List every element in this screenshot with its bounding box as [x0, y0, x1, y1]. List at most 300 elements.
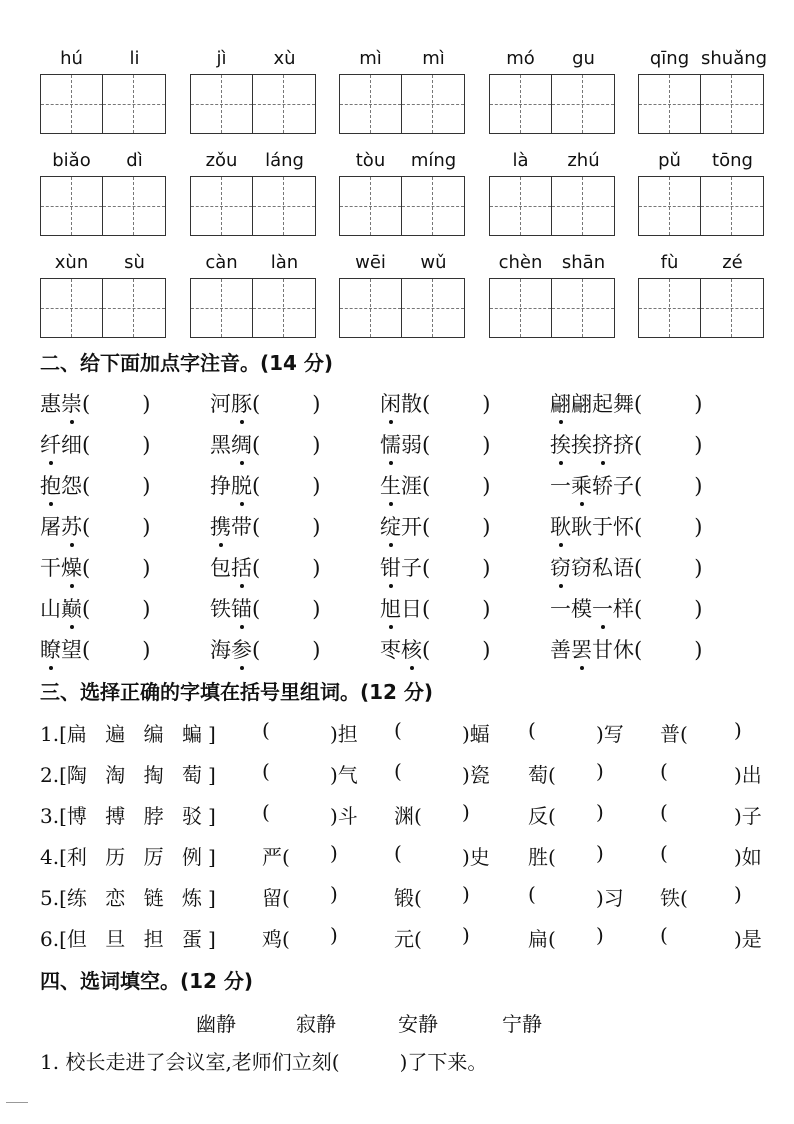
word-char: 包: [210, 556, 231, 580]
word: [210, 388, 252, 418]
tian-zi-cell[interactable]: [552, 279, 614, 337]
paren-close: ): [694, 515, 703, 539]
phonetic-item: [40, 552, 150, 582]
paren-close: ): [482, 433, 491, 457]
guide-line: [103, 104, 165, 105]
word-char: 窃: [571, 556, 592, 580]
option-chars: 陶 淘 掏 萄: [66, 763, 208, 787]
tian-zi-cell[interactable]: [253, 177, 315, 235]
phonetic-row: [40, 470, 780, 508]
fill-slot[interactable]: ): [596, 923, 604, 947]
paren-open: (: [422, 515, 431, 539]
guide-line: [133, 75, 134, 133]
word-bank-item: 寂静: [296, 1012, 336, 1036]
phonetic-item: [210, 552, 320, 582]
pinyin-label: [638, 46, 768, 72]
fill-slot[interactable]: )子: [734, 804, 762, 828]
guide-line: [283, 177, 284, 235]
guide-line: [669, 75, 670, 133]
tian-zi-cell[interactable]: [552, 75, 614, 133]
guide-line: [221, 177, 222, 235]
fill-slot[interactable]: 鸡(: [262, 927, 290, 951]
pinyin-syllable: mì: [422, 48, 445, 69]
bracket: ]: [207, 722, 216, 746]
bracket: ]: [207, 886, 216, 910]
bracket: [: [59, 804, 67, 828]
fill-slot[interactable]: 渊(: [394, 804, 422, 828]
paren-close: ): [694, 474, 703, 498]
fill-slot[interactable]: )如: [734, 845, 762, 869]
phonetic-item: [550, 388, 702, 418]
section-3-title: 三、选择正确的字填在括号里组词。(12 分): [40, 680, 434, 704]
pinyin-syllable: zhú: [567, 150, 600, 171]
guide-line: [669, 177, 670, 235]
paren-open: (: [82, 392, 91, 416]
writing-box: [489, 74, 615, 134]
word-char: 闲: [380, 388, 401, 418]
fill-slot[interactable]: )蝠: [462, 722, 490, 746]
paren-open: (: [634, 638, 643, 662]
phonetic-row: [40, 511, 780, 549]
tian-zi-cell[interactable]: [41, 279, 103, 337]
pinyin-label: [489, 148, 615, 174]
fill-slot[interactable]: 萄(: [528, 763, 556, 787]
phonetic-item: [40, 470, 150, 500]
fill-slot[interactable]: (: [394, 841, 402, 865]
tian-zi-cell[interactable]: [41, 177, 103, 235]
idiom: [550, 429, 634, 459]
fill-slot[interactable]: 留(: [262, 886, 290, 910]
fill-slot[interactable]: ): [734, 718, 742, 742]
paren-close: ): [694, 638, 703, 662]
pinyin-syllable: xùn: [54, 252, 89, 273]
paren-open: (: [422, 556, 431, 580]
bracket: [: [59, 722, 67, 746]
paren-close: ): [482, 556, 491, 580]
word-char: 挤: [592, 429, 613, 459]
phonetic-item: [40, 593, 150, 623]
word-char: 休: [613, 638, 634, 662]
pinyin-syllable: mó: [506, 48, 535, 69]
word-char: 枣: [380, 638, 401, 662]
fill-slot[interactable]: 铁(: [660, 886, 688, 910]
fill-slot[interactable]: ): [596, 759, 604, 783]
word-choice-row: [40, 882, 780, 920]
fill-slot[interactable]: (: [262, 759, 270, 783]
word-char: 山: [40, 597, 61, 621]
tian-zi-cell[interactable]: [701, 177, 763, 235]
phonetic-row: [40, 429, 780, 467]
word-char: 绸: [231, 429, 252, 459]
word-char: 绽: [380, 511, 401, 541]
word-choice-row: [40, 800, 780, 838]
pinyin-grid-group: [339, 250, 465, 340]
writing-box: [638, 278, 764, 338]
tian-zi-cell[interactable]: [253, 279, 315, 337]
question-number: 4.: [40, 845, 60, 869]
phonetic-item: [210, 470, 320, 500]
option-chars: 博 搏 脖 驳: [66, 804, 208, 828]
pinyin-syllable: gu: [572, 48, 595, 69]
paren-close: ): [142, 556, 151, 580]
phonetic-item: [40, 388, 150, 418]
phonetic-item: [380, 388, 490, 418]
word-char: 携: [210, 511, 231, 541]
fill-slot[interactable]: (: [660, 841, 668, 865]
guide-line: [582, 279, 583, 337]
word-char: 望: [61, 638, 82, 662]
word-char: 挤: [613, 433, 634, 457]
fill-slot[interactable]: 反(: [528, 804, 556, 828]
word-bank-item: 安静: [398, 1012, 438, 1036]
tian-zi-cell[interactable]: [340, 177, 402, 235]
paren-open: (: [252, 515, 261, 539]
guide-line: [701, 308, 763, 309]
fill-slot[interactable]: ): [330, 841, 338, 865]
writing-box: [638, 74, 764, 134]
writing-box: [40, 278, 166, 338]
tian-zi-cell[interactable]: [701, 75, 763, 133]
tian-zi-cell[interactable]: [552, 177, 614, 235]
phonetic-row: [40, 593, 780, 631]
guide-line: [71, 75, 72, 133]
fill-slot[interactable]: (: [660, 759, 668, 783]
phonetic-row: [40, 552, 780, 590]
question-number: 5.: [40, 886, 60, 910]
paren-close: ): [312, 638, 321, 662]
fill-slot[interactable]: )担: [330, 722, 358, 746]
pinyin-syllable: mì: [359, 48, 382, 69]
paren-close: ): [312, 433, 321, 457]
fill-slot[interactable]: )瓷: [462, 763, 490, 787]
option-chars: 扁 遍 编 蝙: [66, 722, 208, 746]
word-choice-row: [40, 841, 780, 879]
paren-open: (: [252, 392, 261, 416]
idiom: [550, 511, 634, 541]
fill-slot[interactable]: 严(: [262, 845, 290, 869]
writing-box: [489, 278, 615, 338]
word: [210, 511, 252, 541]
pinyin-grid-group: [40, 148, 166, 238]
tian-zi-cell[interactable]: [191, 279, 253, 337]
writing-box: [339, 278, 465, 338]
word-char: 于: [592, 515, 613, 539]
guide-line: [552, 206, 614, 207]
pinyin-label: [190, 46, 316, 72]
pinyin-syllable: qīng: [649, 48, 690, 69]
pinyin-grid-group: [339, 148, 465, 238]
paren-open: (: [252, 597, 261, 621]
guide-line: [520, 177, 521, 235]
choice-options: [40, 841, 216, 870]
word-char: 善: [550, 638, 571, 662]
paren-close: ): [312, 515, 321, 539]
guide-line: [71, 177, 72, 235]
word-char: 懦: [380, 429, 401, 459]
pinyin-syllable: hú: [60, 48, 83, 69]
word-bank-item: 幽静: [196, 1012, 236, 1036]
word-char: 一: [550, 474, 571, 498]
word-char: 窃: [550, 552, 571, 582]
word-char: 子: [613, 474, 634, 498]
pinyin-syllable: shān: [561, 252, 606, 273]
idiom: [550, 552, 634, 582]
fill-slot[interactable]: ): [734, 882, 742, 906]
word: [40, 511, 82, 541]
pinyin-label: [40, 250, 166, 276]
choice-options: [40, 882, 216, 911]
section-4-title: 四、选词填空。(12 分): [40, 969, 254, 993]
word-char: 河: [210, 392, 231, 416]
fill-slot[interactable]: 普(: [660, 722, 688, 746]
word-char: 一: [550, 597, 571, 621]
pinyin-grid-group: [489, 46, 615, 136]
word-char: 翩: [550, 388, 571, 418]
fill-slot[interactable]: 锻(: [394, 886, 422, 910]
word-char: 乘: [571, 470, 592, 500]
fill-slot[interactable]: )是: [734, 927, 762, 951]
guide-line: [552, 104, 614, 105]
fill-slot[interactable]: (: [262, 800, 270, 824]
fill-slot[interactable]: (: [262, 718, 270, 742]
word: [380, 388, 422, 418]
guide-line: [221, 279, 222, 337]
word-char: 翩: [571, 392, 592, 416]
fill-slot[interactable]: ): [596, 841, 604, 865]
paren-open: (: [634, 515, 643, 539]
fill-slot[interactable]: (: [660, 923, 668, 947]
guide-line: [253, 104, 315, 105]
fill-slot[interactable]: )写: [596, 722, 624, 746]
word-char: 挨: [550, 429, 571, 459]
guide-line: [582, 75, 583, 133]
tian-zi-cell[interactable]: [490, 177, 552, 235]
writing-box: [339, 74, 465, 134]
tian-zi-cell[interactable]: [41, 75, 103, 133]
paren-close: ): [694, 433, 703, 457]
paren-open: (: [634, 474, 643, 498]
phonetic-item: [550, 429, 702, 459]
tian-zi-cell[interactable]: [191, 75, 253, 133]
paren-close: ): [142, 597, 151, 621]
phonetic-item: [550, 511, 702, 541]
word-char: 生: [380, 470, 401, 500]
bracket: ]: [207, 927, 216, 951]
guide-line: [283, 279, 284, 337]
word-bank-item: 宁静: [502, 1012, 542, 1036]
fill-slot[interactable]: )气: [330, 763, 358, 787]
word-char: 崇: [61, 388, 82, 418]
guide-line: [71, 279, 72, 337]
pinyin-label: [40, 148, 166, 174]
tian-zi-cell[interactable]: [639, 279, 701, 337]
fill-slot[interactable]: ): [330, 923, 338, 947]
paren-close: ): [312, 556, 321, 580]
pinyin-syllable: zǒu: [205, 150, 238, 171]
guide-line: [370, 177, 371, 235]
phonetic-item: [40, 634, 150, 664]
paren-open: (: [634, 597, 643, 621]
paren-open: (: [82, 515, 91, 539]
paren-open: (: [252, 474, 261, 498]
writing-box: [489, 176, 615, 236]
guide-line: [133, 177, 134, 235]
tian-zi-cell[interactable]: [103, 177, 165, 235]
phonetic-item: [210, 593, 320, 623]
pinyin-label: [190, 148, 316, 174]
pinyin-syllable: wǔ: [420, 252, 447, 273]
word-char: 弱: [401, 433, 422, 457]
phonetic-item: [380, 552, 490, 582]
tian-zi-cell[interactable]: [340, 279, 402, 337]
fill-in-question: 1. 校长走进了会议室,老师们立刻( )了下来。: [40, 1050, 488, 1074]
tian-zi-cell[interactable]: [490, 279, 552, 337]
word: [40, 429, 82, 459]
fill-slot[interactable]: )史: [462, 845, 490, 869]
tian-zi-cell[interactable]: [103, 279, 165, 337]
guide-line: [253, 206, 315, 207]
fill-slot[interactable]: 胜(: [528, 845, 556, 869]
pinyin-syllable: jì: [216, 48, 227, 69]
fill-slot[interactable]: (: [528, 882, 536, 906]
paren-close: ): [482, 638, 491, 662]
fill-slot[interactable]: (: [528, 718, 536, 742]
paren-open: (: [422, 474, 431, 498]
phonetic-item: [380, 593, 490, 623]
paren-close: ): [312, 597, 321, 621]
paren-open: (: [82, 433, 91, 457]
fill-slot[interactable]: )斗: [330, 804, 358, 828]
paren-close: ): [694, 597, 703, 621]
tian-zi-cell[interactable]: [191, 177, 253, 235]
guide-line: [402, 104, 464, 105]
fill-slot[interactable]: ): [462, 923, 470, 947]
fill-slot[interactable]: )习: [596, 886, 624, 910]
guide-line: [582, 177, 583, 235]
fill-slot[interactable]: ): [462, 800, 470, 824]
fill-slot[interactable]: ): [596, 800, 604, 824]
paren-close: ): [482, 515, 491, 539]
writing-box: [638, 176, 764, 236]
fill-slot[interactable]: ): [330, 882, 338, 906]
word-choice-row: [40, 718, 780, 756]
word-char: 语: [613, 556, 634, 580]
paren-open: (: [634, 433, 643, 457]
fill-slot[interactable]: (: [394, 718, 402, 742]
guide-line: [432, 177, 433, 235]
fill-slot[interactable]: )出: [734, 763, 762, 787]
guide-line: [520, 75, 521, 133]
pinyin-syllable: sù: [124, 252, 145, 273]
guide-line: [432, 75, 433, 133]
question-number: 2.: [40, 763, 60, 787]
phonetic-item: [550, 634, 702, 664]
word-char: 旭: [380, 593, 401, 623]
margin-mark: [6, 1102, 28, 1103]
word-char: 一: [592, 593, 613, 623]
pinyin-syllable: là: [512, 150, 529, 171]
word: [380, 470, 422, 500]
phonetic-item: [210, 511, 320, 541]
word-char: 日: [401, 597, 422, 621]
pinyin-syllable: dì: [126, 150, 143, 171]
paren-open: (: [82, 597, 91, 621]
pinyin-syllable: zé: [722, 252, 743, 273]
pinyin-grid-group: [638, 46, 768, 136]
paren-open: (: [252, 638, 261, 662]
pinyin-syllable: li: [129, 48, 140, 69]
fill-slot[interactable]: 扁(: [528, 927, 556, 951]
paren-close: ): [142, 638, 151, 662]
tian-zi-cell[interactable]: [639, 75, 701, 133]
tian-zi-cell[interactable]: [340, 75, 402, 133]
phonetic-item: [380, 511, 490, 541]
paren-close: ): [312, 392, 321, 416]
word-char: 参: [231, 634, 252, 664]
fill-slot[interactable]: 元(: [394, 927, 422, 951]
tian-zi-cell[interactable]: [639, 177, 701, 235]
word-char: 耿: [550, 511, 571, 541]
tian-zi-cell[interactable]: [402, 75, 464, 133]
fill-slot[interactable]: (: [394, 759, 402, 783]
guide-line: [221, 75, 222, 133]
fill-slot[interactable]: ): [462, 882, 470, 906]
pinyin-grid-group: [40, 46, 166, 136]
word-char: 开: [401, 515, 422, 539]
guide-line: [731, 279, 732, 337]
bracket: ]: [207, 804, 216, 828]
tian-zi-cell[interactable]: [402, 177, 464, 235]
pinyin-label: [489, 250, 615, 276]
word-char: 括: [231, 552, 252, 582]
guide-line: [103, 206, 165, 207]
pinyin-syllable: tōng: [712, 150, 753, 171]
word: [40, 593, 82, 623]
paren-close: ): [142, 392, 151, 416]
question-number: 6.: [40, 927, 60, 951]
phonetic-item: [40, 429, 150, 459]
idiom: [550, 634, 634, 664]
word: [380, 429, 422, 459]
phonetic-item: [210, 634, 320, 664]
word-char: 瞭: [40, 634, 61, 664]
writing-box: [190, 176, 316, 236]
pinyin-grid-row: [40, 46, 780, 136]
paren-open: (: [422, 433, 431, 457]
choice-options: [40, 923, 216, 952]
tian-zi-cell[interactable]: [402, 279, 464, 337]
tian-zi-cell[interactable]: [103, 75, 165, 133]
tian-zi-cell[interactable]: [701, 279, 763, 337]
pinyin-grid-group: [489, 250, 615, 340]
word-char: 罢: [571, 634, 592, 664]
writing-box: [190, 74, 316, 134]
word-char: 钳: [380, 552, 401, 582]
idiom: [550, 470, 634, 500]
guide-line: [253, 308, 315, 309]
tian-zi-cell[interactable]: [490, 75, 552, 133]
paren-close: ): [482, 392, 491, 416]
guide-line: [731, 75, 732, 133]
paren-close: ): [694, 556, 703, 580]
word-char: 甘: [592, 638, 613, 662]
tian-zi-cell[interactable]: [253, 75, 315, 133]
pinyin-label: [638, 148, 764, 174]
guide-line: [432, 279, 433, 337]
fill-slot[interactable]: (: [660, 800, 668, 824]
pinyin-syllable: shuǎng: [701, 48, 768, 69]
pinyin-label: [40, 46, 166, 72]
